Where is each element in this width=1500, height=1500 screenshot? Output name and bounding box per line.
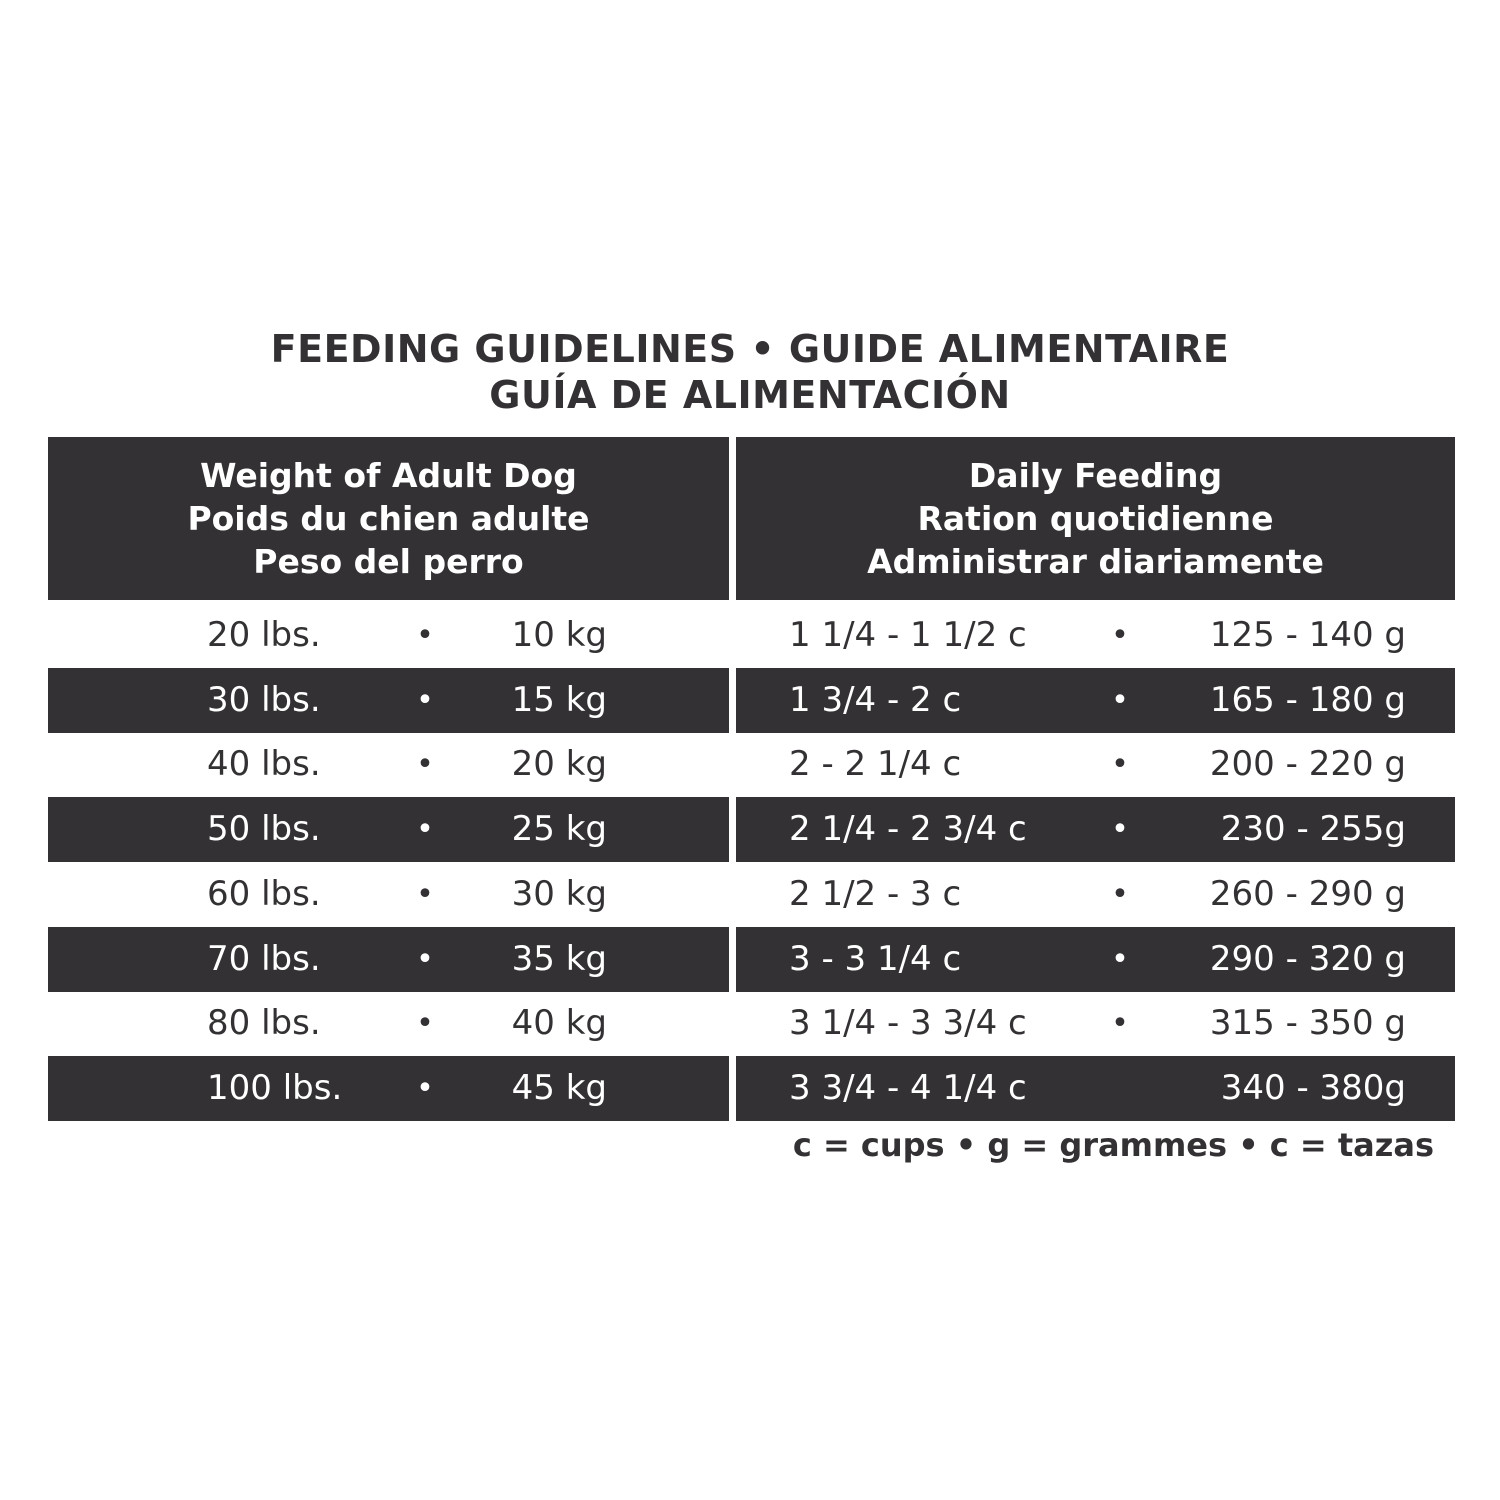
feeding-cups: 1 1/4 - 1 1/2 c	[789, 615, 1027, 655]
feeding-grams: 290 - 320 g	[1209, 939, 1406, 979]
bullet-separator: •	[416, 747, 434, 782]
bullet-separator: •	[416, 618, 434, 653]
bullet-separator: •	[416, 877, 434, 912]
bullet-separator: •	[416, 683, 434, 718]
weight-lbs: 20 lbs.	[207, 615, 321, 655]
header-feeding-en: Daily Feeding	[968, 456, 1223, 495]
weight-kg: 15 kg	[511, 680, 607, 720]
feeding-grams: 200 - 220 g	[1209, 744, 1406, 784]
feeding-cups: 1 3/4 - 2 c	[789, 680, 962, 720]
weight-lbs: 30 lbs.	[207, 680, 321, 720]
table-row	[0, 1056, 1500, 1121]
title-line-1: FEEDING GUIDELINES • GUIDE ALIMENTAIRE	[270, 327, 1230, 371]
table-row	[0, 732, 1500, 797]
feeding-cups: 2 1/4 - 2 3/4 c	[789, 809, 1027, 849]
weight-kg: 10 kg	[511, 615, 607, 655]
feeding-cups: 3 3/4 - 4 1/4 c	[789, 1068, 1027, 1108]
row-bg-left	[48, 603, 729, 668]
title-line-2: GUÍA DE ALIMENTACIÓN	[489, 373, 1011, 417]
header-feeding-fr: Ration quotidienne	[917, 499, 1274, 538]
weight-lbs: 40 lbs.	[207, 744, 321, 784]
units-legend: c = cups • g = grammes • c = tazas	[792, 1126, 1434, 1164]
weight-lbs: 70 lbs.	[207, 939, 321, 979]
header-weight-fr: Poids du chien adulte	[187, 499, 590, 538]
weight-lbs: 100 lbs.	[207, 1068, 343, 1108]
row-bg-left	[48, 732, 729, 797]
feeding-grams: 340 - 380g	[1220, 1068, 1406, 1108]
row-bg-left	[48, 927, 729, 992]
bullet-separator: •	[416, 1071, 434, 1106]
feeding-grams: 315 - 350 g	[1209, 1003, 1406, 1043]
weight-lbs: 60 lbs.	[207, 874, 321, 914]
feeding-cups: 2 1/2 - 3 c	[789, 874, 962, 914]
table-row	[0, 603, 1500, 668]
feeding-grams: 165 - 180 g	[1209, 680, 1406, 720]
weight-lbs: 80 lbs.	[207, 1003, 321, 1043]
weight-kg: 35 kg	[511, 939, 607, 979]
bullet-separator: •	[1111, 618, 1129, 653]
bullet-separator: •	[1111, 942, 1129, 977]
weight-kg: 20 kg	[511, 744, 607, 784]
feeding-cups: 3 - 3 1/4 c	[789, 939, 962, 979]
header-feeding-es: Administrar diariamente	[867, 542, 1324, 581]
bullet-separator: •	[416, 812, 434, 847]
header-weight-en: Weight of Adult Dog	[200, 456, 577, 495]
feeding-grams: 125 - 140 g	[1209, 615, 1406, 655]
weight-kg: 40 kg	[511, 1003, 607, 1043]
row-bg-left	[48, 668, 729, 733]
weight-kg: 45 kg	[511, 1068, 607, 1108]
weight-kg: 30 kg	[511, 874, 607, 914]
bullet-separator	[1108, 1056, 1132, 1121]
bullet-separator: •	[1111, 812, 1129, 847]
header-weight-es: Peso del perro	[253, 542, 524, 581]
feeding-grams: 260 - 290 g	[1209, 874, 1406, 914]
row-bg-left	[48, 862, 729, 927]
table-row	[0, 797, 1500, 862]
feeding-cups: 2 - 2 1/4 c	[789, 744, 962, 784]
weight-kg: 25 kg	[511, 809, 607, 849]
header-weight	[48, 437, 729, 600]
row-bg-left	[48, 797, 729, 862]
table-row	[0, 927, 1500, 992]
table-row	[0, 862, 1500, 927]
feeding-cups: 3 1/4 - 3 3/4 c	[789, 1003, 1027, 1043]
table-row	[0, 991, 1500, 1056]
bullet-separator: •	[1111, 747, 1129, 782]
row-bg-left	[48, 1056, 729, 1121]
bullet-separator: •	[416, 1006, 434, 1041]
weight-lbs: 50 lbs.	[207, 809, 321, 849]
header-daily-feeding	[736, 437, 1455, 600]
table-row	[0, 668, 1500, 733]
bullet-separator: •	[416, 942, 434, 977]
bullet-separator: •	[1111, 683, 1129, 718]
bullet-separator: •	[1111, 877, 1129, 912]
row-bg-left	[48, 991, 729, 1056]
bullet-separator: •	[1111, 1006, 1129, 1041]
feeding-grams: 230 - 255g	[1220, 809, 1406, 849]
